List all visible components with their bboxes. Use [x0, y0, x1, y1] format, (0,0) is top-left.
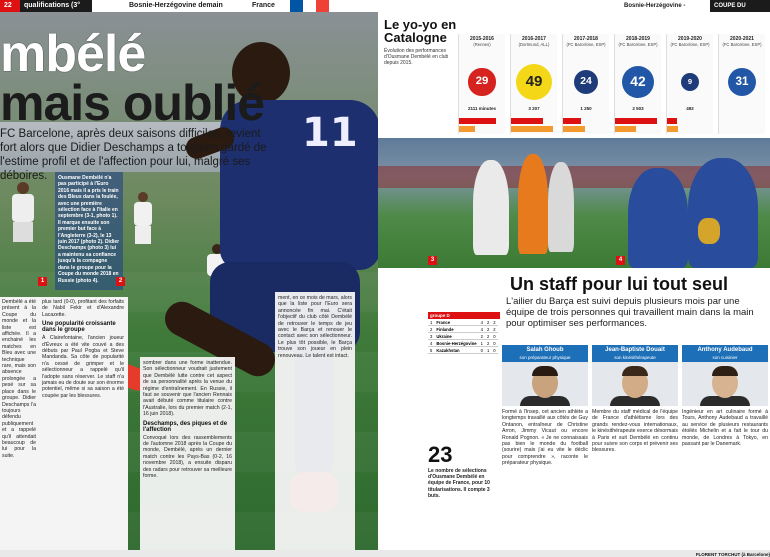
- infographic-title: Le yo-yo en Catalogne: [384, 17, 457, 45]
- staff-person-1: [473, 160, 509, 255]
- infographic-header: [384, 18, 458, 66]
- assists-bar: [459, 126, 475, 132]
- staff-text: Membre du staff médical de l'équipe de France d'athlétisme lors des grands rendez-vous internationaux, le kinésithérapeute exerce désormais à Paris et suit Dembélé en continu pour suivre son corps et prévenir ses blessures.: [592, 409, 678, 454]
- assists-bar: [563, 126, 585, 132]
- assists-bar: [511, 126, 553, 132]
- matches-circle: [468, 68, 495, 95]
- matches-circle: [516, 64, 552, 100]
- minutes-value: 3 207: [528, 106, 540, 111]
- matches-value: 49: [525, 73, 543, 90]
- text-column-1: Dembélé a été présent à la Coupe du monde et la liste est affichée. Il a enchainé les matches en Bleu avec une technique rare, mais son absence prolongée a pesé sur sa place dans le groupe. Didier Deschamps l'a toujours défendu publiquement et a rappelé qu'il attendait beaucoup de lui pour la suite.: [0, 297, 38, 550]
- headline-line-1: mbélé: [0, 25, 146, 83]
- matches-circle: [622, 66, 655, 99]
- staff-text: Ingénieur en art culinaire formé à Tours, Anthony Audebaud a travaillé au service de plusieurs restaurants étoilés Michelin et a fait le tour du monde, de Londres à Tokyo, en passant par le Danemark.: [682, 409, 768, 448]
- assists-bar: [615, 126, 636, 132]
- matches-value: 42: [630, 73, 646, 89]
- hero-photo: [0, 12, 442, 550]
- minutes-value: 2111 minutes: [467, 106, 497, 111]
- goals-bar: [563, 118, 581, 124]
- photo-badge-2: 2: [116, 277, 125, 286]
- group-table: [428, 312, 500, 354]
- assists-bar: [667, 126, 678, 132]
- staff-person-2: [548, 162, 574, 252]
- group-title: groupe D: [428, 312, 500, 319]
- staff-column: [592, 345, 678, 550]
- staff-headline: Un staff pour lui tout seul: [510, 274, 728, 294]
- goals-bar: [615, 118, 657, 124]
- signature: FLORENT TORCHUT (à Barcelone): [695, 552, 770, 557]
- goals-bar: [667, 118, 677, 124]
- staff-portrait: [502, 362, 588, 406]
- big-number: 23: [428, 442, 453, 467]
- staff-name: Jean-Baptiste Douait: [592, 345, 678, 355]
- table-row: 3 Ukraine 2 2 0: [430, 333, 496, 339]
- photo-caption-box: [55, 172, 123, 290]
- right-match-label: Bosnie-Herzégovine -: [624, 3, 686, 9]
- infographic-description: Évolution des performances d'Ousmane Dembélé en club depuis 2015.: [384, 48, 449, 66]
- column-subhead-1: Une popularité croissante dans le groupe: [42, 321, 116, 334]
- staff-portrait: [682, 362, 768, 406]
- season-card: [666, 34, 713, 134]
- season-year: 2015-2016: [470, 36, 494, 42]
- season-year: 2018-2019: [626, 36, 650, 42]
- table-row: 4 Bosnie-Herzégovine 1 2 0: [430, 340, 496, 346]
- season-year: 2020-2021: [730, 36, 754, 42]
- top-bar: [0, 0, 770, 12]
- matches-value: 29: [475, 75, 489, 88]
- table-row: 5 Kazakhstan 0 1 0: [430, 347, 496, 353]
- big-number-block: [428, 442, 496, 499]
- trophy-icon: [698, 218, 720, 244]
- big-number-text: Le nombre de sélections d'Ousmane Dembélé en équipe de France, pour 10 titularisations. Il compte 3 buts.: [428, 468, 490, 499]
- minutes-value: 2 503: [632, 106, 644, 111]
- background-player-1: [10, 182, 36, 252]
- staff-portrait: [592, 362, 678, 406]
- page-number: 22: [0, 0, 20, 12]
- photo-caption: Ousmane Dembélé n'a pas participé à l'Euro 2016 mais il a pris le train des Bleus dans la foulée, avec une première sélection face à l'Italie en septembre (3-1, photo 1). Il marque ensuite son premier but face à l'Angleterre (3-2), le 13 juin 2017 (photo 2). Didier Deschamps (photo 3) lui a maintenu sa confiance jusqu'à la compagne dans le groupe pour la Coupe du monde 2018 en Russie (photo 4).: [58, 175, 120, 284]
- photo-badge-1: 1: [38, 277, 47, 286]
- season-club: (FC Barcelone, ESP): [670, 42, 710, 47]
- season-year: 2016-2017: [522, 36, 546, 42]
- season-cards: [458, 12, 770, 142]
- goals-bar: [511, 118, 543, 124]
- right-section-label: COUPE DU: [710, 0, 770, 12]
- players-celebrating: [628, 168, 688, 268]
- matches-value: 9: [687, 76, 693, 86]
- season-year: 2017-2018: [574, 36, 598, 42]
- staff-name: Salah Ghoub: [502, 345, 588, 355]
- matches-circle: [728, 68, 756, 96]
- column-subhead-2: Deschamps, des piques et de l'affection: [143, 420, 228, 433]
- season-club: (FC Barcelone, ESP): [566, 42, 606, 47]
- section-label: qualifications (3°: [20, 0, 92, 12]
- season-card: [562, 34, 609, 134]
- season-club: (FC Barcelone, ESP): [722, 42, 762, 47]
- player-orange-bib: [518, 154, 548, 254]
- matches-value: 31: [735, 75, 749, 89]
- headline-line-2: mais oublié: [0, 75, 265, 131]
- season-card: [614, 34, 661, 134]
- group-standings: [428, 319, 498, 354]
- matches-value: 24: [580, 75, 592, 87]
- right-page: [378, 12, 770, 557]
- main-player: 11: [180, 32, 442, 550]
- text-column-4: ment, en ce mois de mars, alors que la liste pour l'Euro sera annoncée fin mai. C'était l'objectif du club côté Dembélé de retrouver le temps de jeu avec le Barça et renouer le contact avec son sélectionneur. Le plus tôt possible, le Barça trouve son joueur en plein renouveau. Le talent est intact.: [275, 292, 355, 550]
- season-card: [458, 34, 505, 134]
- staff-standfirst: L'ailier du Barça est suivi depuis plusieurs mois par une équipe de trois personnes qui travaillent main dans la main pour optimiser ses performances.: [506, 296, 754, 329]
- staff-column: [682, 345, 768, 550]
- match-label: Bosnie-Herzégovine demain: [129, 2, 223, 9]
- background-player-2: [132, 192, 154, 252]
- season-card: [718, 34, 765, 134]
- season-card: [510, 34, 557, 134]
- minutes-value: 1 250: [580, 106, 592, 111]
- staff-text: Formé à l'Insep, cet ancien athlète a longtemps travaillé aux côtés de Guy Ontanon, entraîneur de Christine Arron, Jimmy Vicaut ou encore Ronald Pognon. « Je ne connaissais pas bien le monde du football (sourire) mais j'ai eu vite le déclic pour comprendre », raconte le préparateur physique.: [502, 409, 588, 467]
- text-column-2: plus tard (0-0), profitant des forfaits de Nabil Fekir et d'Alexandre Lacazette. Une popularité croissante dans le groupe À Clairefontaine, l'ancien joueur d'Évreux a été vite couvé a des débuts par Paul Pogba et Steve Mandanda. Sa côte de popularité n'a cessé de grimper et le sélectionneur a rappelé qu'il l'adopte sans réserver. Le staff n'a jamais eu de doute sur son énorme potentiel, même si sa saison a été coupée par les blessures.: [38, 297, 128, 550]
- staff-name: Anthony Audebaud: [682, 345, 768, 355]
- text-column-3: sombrer dans une forme inattendue. Son sélectionneur voudrait justement que Dembélé lutte contre cet aspect de sa personnalité après la venue du régime d'entraînement. En Russie, il faut se souvenir que l'ancien Rennais avait débuté comme titulaire contre l'Australie, lors du premier match (2-1, 16 juin 2018). Deschamps, des piques et de l'affection Convoqué lors des rassemblements de l'automne 2018 après la Coupe du monde, Dembélé, après un dernier match contre les Pays-Bas (0-2, 16 novembre 2018), a ensuite disparu des radars pour retrouver sa meilleure forme.: [140, 357, 235, 550]
- goals-bar: [459, 118, 496, 124]
- season-club: (Rennes): [473, 42, 491, 47]
- match-vs: France: [252, 2, 275, 9]
- player-with-trophy: [688, 158, 758, 268]
- photo-badge-4: 4: [616, 256, 625, 265]
- training-photo: [378, 138, 770, 268]
- matches-circle: [574, 70, 599, 95]
- intro-text: FC Barcelone, après deux saisons difficiles, revient fort alors que Didier Deschamps a toujours gardé de l'estime profil et de l'affection pour lui, malgré ses déboires.: [0, 128, 267, 182]
- minutes-value: 492: [686, 106, 694, 111]
- staff-role: son kinésithérapeute: [592, 355, 678, 362]
- photo-badge-3: 3: [428, 256, 437, 265]
- staff-role: son cuisinier: [682, 355, 768, 362]
- matches-circle: [681, 73, 699, 91]
- season-club: (FC Barcelone, ESP): [618, 42, 658, 47]
- french-flag: [290, 0, 330, 12]
- staff-column: [502, 345, 588, 550]
- staff-role: son préparateur physique: [502, 355, 588, 362]
- table-row: 1 France 4 2 2: [430, 319, 496, 325]
- table-row: 2 Finlande 4 2 2: [430, 326, 496, 332]
- season-club: (Dortmund, ALL): [518, 42, 550, 47]
- season-year: 2019-2020: [678, 36, 702, 42]
- staff-columns: [502, 345, 770, 550]
